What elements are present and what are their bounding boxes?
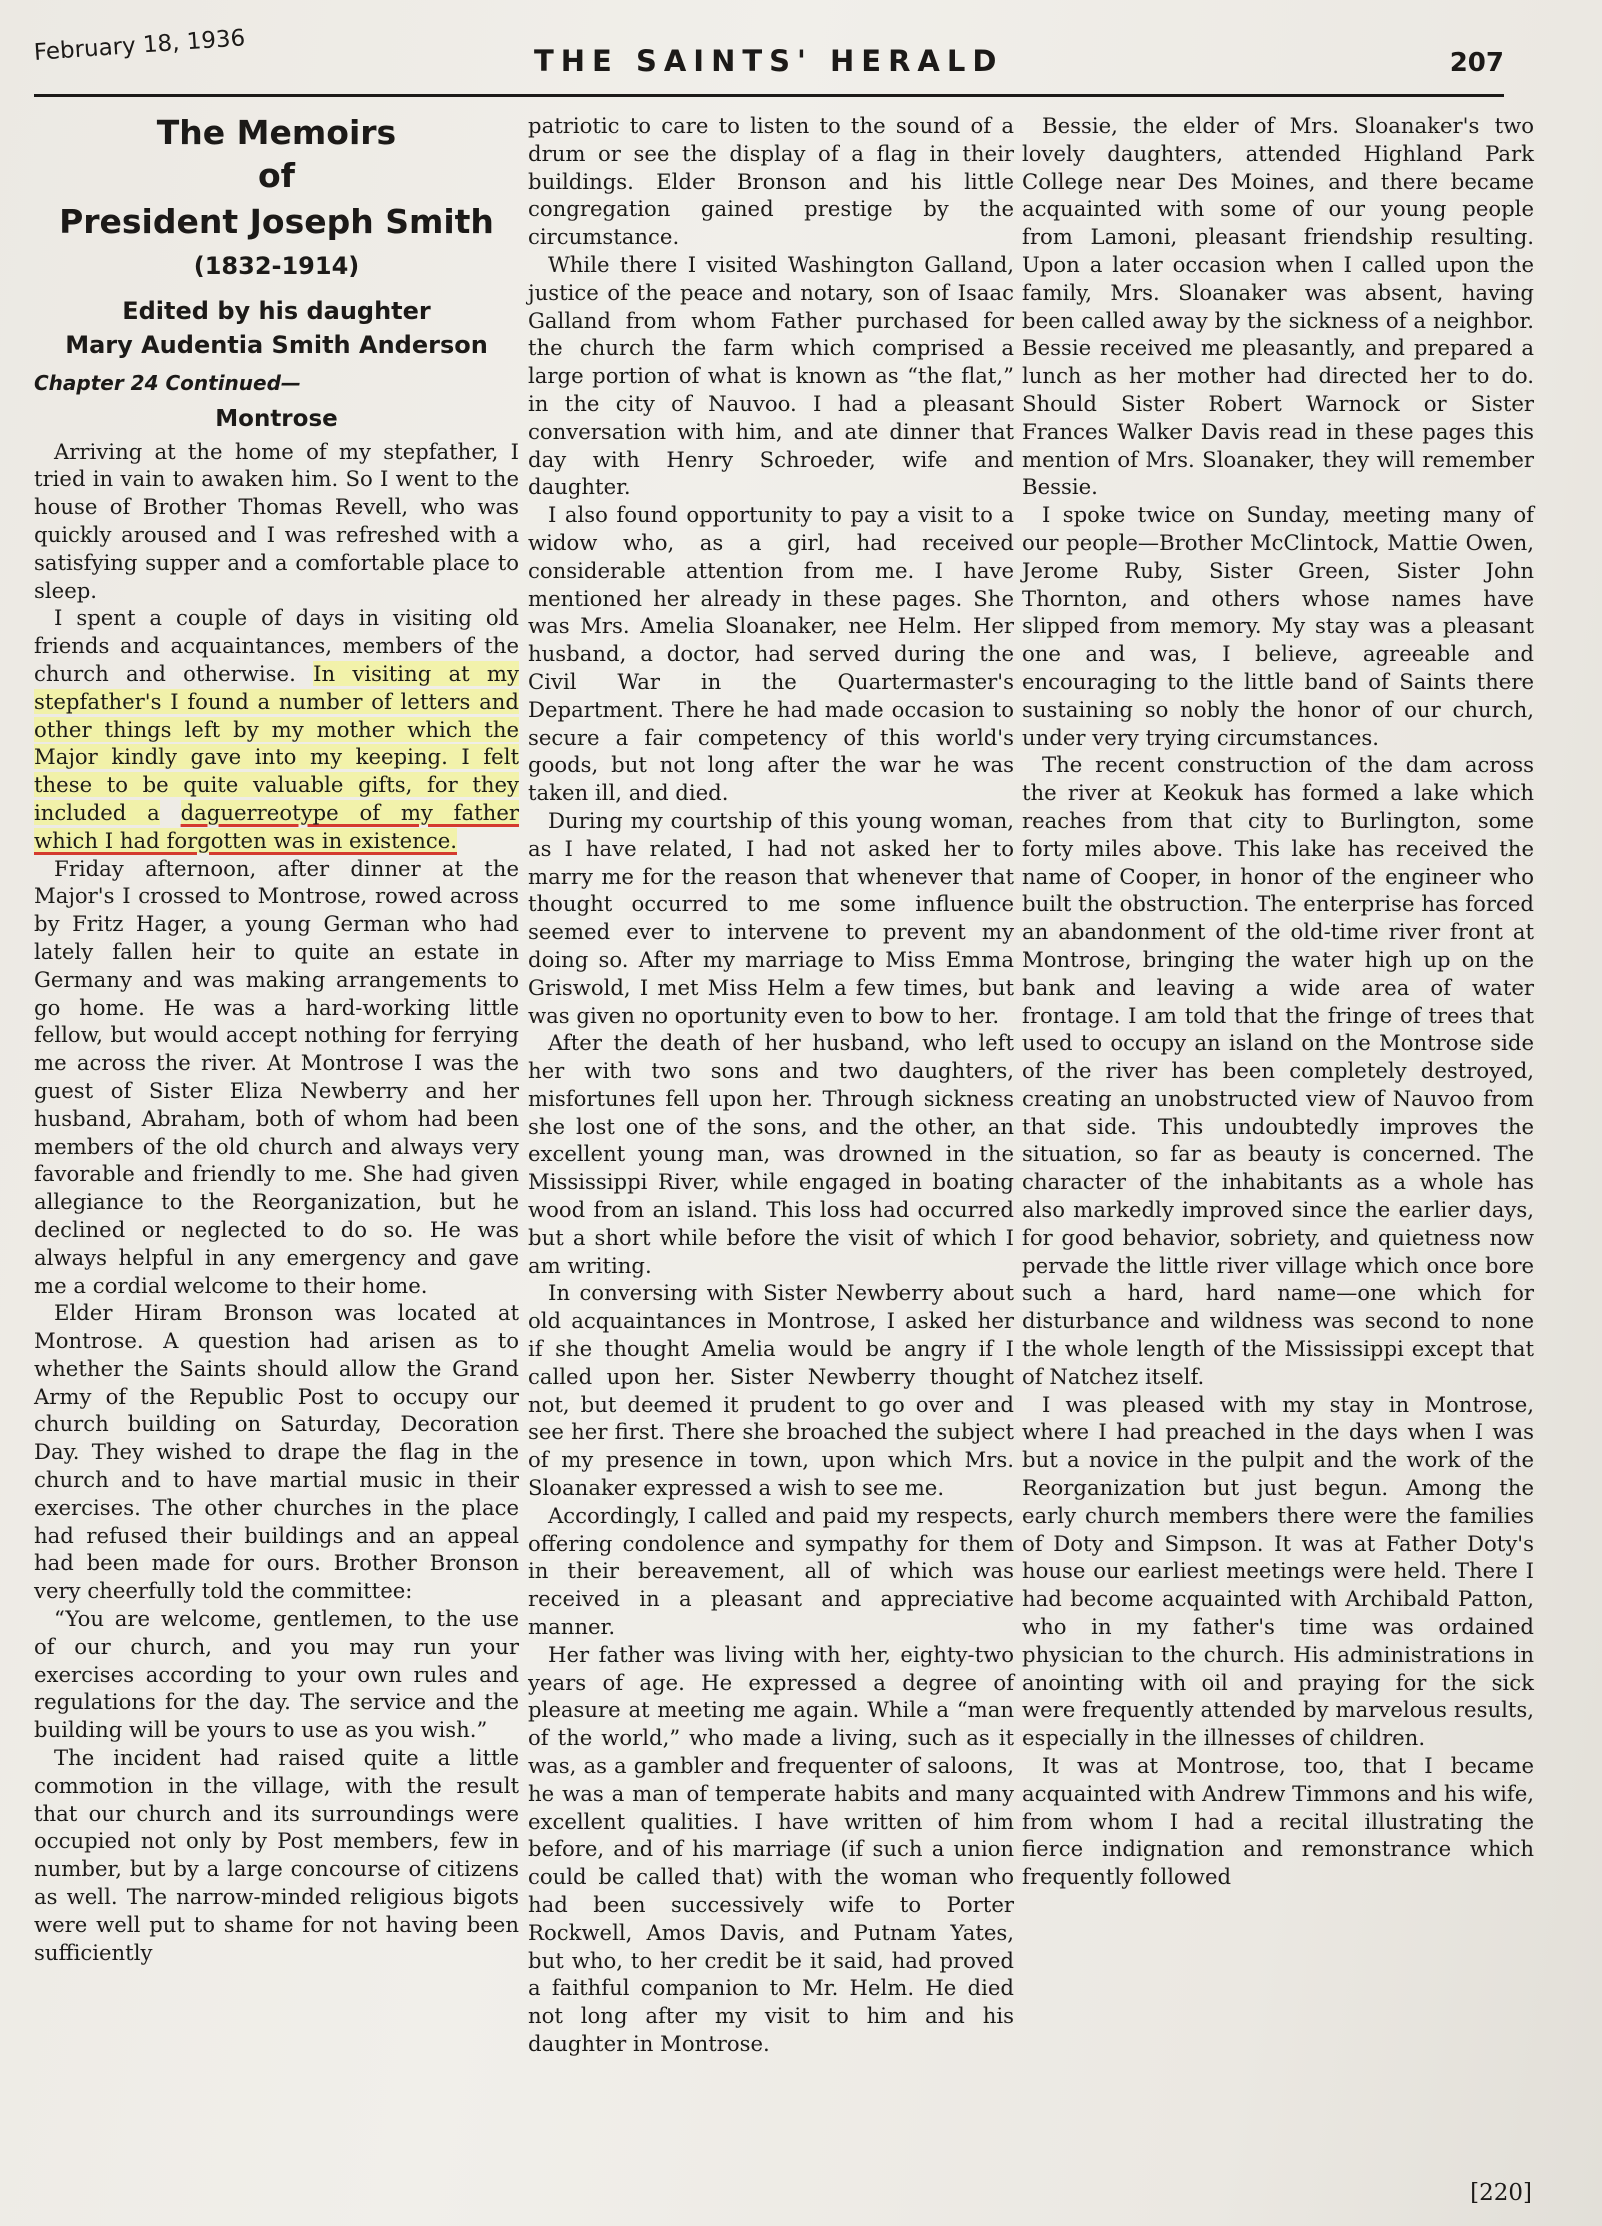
- page-number: 207: [1449, 48, 1504, 78]
- column-2: [528, 112, 1014, 2058]
- underlined-text: which I had forgotten was in existence.: [34, 827, 457, 853]
- highlighted-text: In visiting at my stepfather's I found a number of letters and other things left by my mother which the Major kindly gave into my keeping. I felt these to be quite valuable gifts, for they included a: [34, 660, 519, 825]
- paragraph: After the death of her husband, who left her with two sons and two daughters, misfortunes fell upon her. Through sickness she lost one of the sons, and the other, an excellent young man, was drowned in the Mississippi River, while engaged in boating wood from an island. This loss had occurred but a short while before the visit of which I am writing.: [528, 1030, 1014, 1278]
- paragraph: While there I visited Washington Galland, justice of the peace and notary, son of Isaac Galland from whom Father purchased for the church the farm which comprised a large portion of what is known as “the flat,” in the city of Nauvoo. I had a pleasant conversation with him, and ate dinner that day with Henry Schroeder, wife and daughter.: [528, 251, 1014, 500]
- paragraph: In conversing with Sister Newberry about old acquaintances in Montrose, I asked her if she thought Amelia would be angry if I called upon her. Sister Newberry thought not, but deemed it prudent to go over and see her first. There she broached the subject of my presence in town, upon which Mrs. Sloanaker expressed a wish to see me.: [528, 1280, 1014, 1501]
- paragraph: It was at Montrose, too, that I became acquainted with Andrew Timmons and his wife, from whom I had a recital illustrating the fierce indignation and remonstrance which frequently followed: [1022, 1753, 1534, 1890]
- paragraph: Elder Hiram Bronson was located at Montrose. A question had arisen as to whether the Saints should allow the Grand Army of the Republic Post to occupy our church building on Saturday, Decoration Day. They wished to drape the flag in the church and to have martial music in their exercises. The other churches in the place had refused their buildings and an appeal had been made for ours. Brother Bronson very cheerfully told the committee:: [34, 1300, 519, 1604]
- paragraph: Accordingly, I called and paid my respects, offering condolence and sympathy for them in their bereavement, all of which was received in a pleasant and appreciative manner.: [528, 1502, 1014, 1640]
- editor-line: Edited by his daughter: [122, 297, 431, 325]
- paragraph: “You are welcome, gentlemen, to the use of our church, and you may run your exercises according to your own rules and regulations for the day. The service and the building will be yours to use as you wish.”: [34, 1606, 519, 1743]
- underlined-text: daguerreotype of my father: [180, 799, 519, 825]
- issue-date: February 18, 1936: [33, 25, 247, 66]
- paragraph-text: I spent a couple of days in visiting old friends and acquaintances, members of the church and otherwise.: [34, 605, 519, 686]
- editor-name: Mary Audentia Smith Anderson: [65, 331, 488, 359]
- title-line: of: [257, 156, 296, 195]
- paragraph: Arriving at the home of my stepfather, I tried in vain to awaken him. So I went to the house of Brother Thomas Revell, who was quickly aroused and I was refreshed with a satisfying supper and a comfortable place to sleep.: [34, 438, 519, 603]
- paragraph: During my courtship of this young woman, as I have related, I had not asked her to marry me for the reason that whenever that thought occurred to me some influence seemed ever to intervene to prevent my doing so. After my marriage to Miss Emma Griswold, I met Miss Helm a few times, but was given no oportunity even to bow to her.: [528, 807, 1014, 1028]
- paragraph: I spoke twice on Sunday, meeting many of our people—Brother McClintock, Mattie Owen, Jerome Ruby, Sister Green, Sister John Thornton, and others whose names have slipped from memory. My stay was a pleasant one and was, I believe, agreeable and encouraging to the little band of Saints there sustaining so nobly the honor of our church, under very trying circumstances.: [1022, 502, 1534, 750]
- column-3: [1022, 112, 1534, 1891]
- title-years: (1832-1914): [193, 252, 360, 280]
- paragraph: I also found opportunity to pay a visit to a widow who, as a girl, had received considerable attention from me. I have mentioned her already in these pages. She was Mrs. Amelia Sloanaker, nee Helm. Her husband, a doctor, had served during the Civil War in the Quartermaster's Department. There he had made occasion to secure a fair competency of this world's goods, but not long after the war he was taken ill, and died.: [528, 502, 1014, 806]
- folio-number: [220]: [1470, 2180, 1532, 2206]
- paragraph: The incident had raised quite a little commotion in the village, with the result that our church and its surroundings were occupied not only by Post members, few in number, but by a large concourse of citizens as well. The narrow-minded religious bigots were well put to shame for not having been sufficiently: [34, 1745, 519, 1965]
- publication-title: THE SAINTS' HERALD: [534, 44, 1004, 78]
- paragraph: Friday afternoon, after dinner at the Major's I crossed to Montrose, rowed across by Fritz Hager, a young German who had lately fallen heir to quite an estate in Germany and was making arrangements to go home. He was a hard-working little fellow, but would accept nothing for ferrying me across the river. At Montrose I was the guest of Sister Eliza Newberry and her husband, Abraham, both of whom had been members of the old church and always very favorable and friendly to me. She had given allegiance to the Reorganization, but he declined or neglected to do so. He was always helpful in any emergency and gave me a cordial welcome to their home.: [34, 855, 519, 1298]
- section-heading: Montrose: [215, 405, 338, 432]
- paragraph: Her father was living with her, eighty-two years of age. He expressed a degree of pleasure at meeting me again. While a “man of the world,” who made a living, such as it was, as a gambler and frequenter of saloons, he was a man of temperate habits and many excellent qualities. I have written of him before, and of his marriage (if such a union could be called that) with the woman who had been successively wife to Porter Rockwell, Amos Davis, and Putnam Yates, but who, to her credit be it said, had proved a faithful companion to Mr. Helm. He died not long after my visit to him and his daughter in Montrose.: [528, 1641, 1014, 2056]
- paragraph: I was pleased with my stay in Montrose, where I had preached in the days when I was but a novice in the pulpit and the work of the Reorganization but just begun. Among the early church members there were the families of Doty and Simpson. It was at Father Doty's house our earliest meetings were held. There I had become acquainted with Archibald Patton, who in my father's time was ordained physician to the church. His administrations in anointing with oil and praying for the sick were frequently attended by marvelous results, especially in the illnesses of children.: [1022, 1391, 1534, 1751]
- paragraph-highlighted: [34, 604, 519, 854]
- title-line: President Joseph Smith: [59, 202, 494, 241]
- chapter-label: Chapter 24 Continued—: [34, 371, 301, 395]
- running-header: [33, 25, 1504, 97]
- paragraph: The recent construction of the dam across the river at Keokuk has formed a lake which reaches from that city to Burlington, some forty miles above. This lake has received the name of Cooper, in honor of the engineer who built the obstruction. The enterprise has forced an abandonment of the old-time river front at Montrose, bringing the water high up on the bank and leaving a wide area of water frontage. I am told that the fringe of trees that used to occupy an island on the Montrose side of the river has been completely destroyed, creating an unobstructed view of Nauvoo from that side. This undoubtedly improves the situation, so far as beauty is concerned. The character of the inhabitants as a whole has also markedly improved since the earlier days, for good behavior, sobriety, and quietness now pervade the little river village which once bore such a hard, hard name—one which for disturbance and wildness was second to none the whole length of the Mississippi except that of Natchez itself.: [1022, 752, 1534, 1389]
- paragraph: patriotic to care to listen to the sound of a drum or see the display of a flag in their buildings. Elder Bronson and his little congregation gained prestige by the circumstance.: [528, 113, 1014, 250]
- title-line: The Memoirs: [156, 113, 397, 152]
- article-title: [34, 112, 519, 362]
- column-1: [34, 112, 519, 1966]
- paragraph: Bessie, the elder of Mrs. Sloanaker's two lovely daughters, attended Highland Park College near Des Moines, and there became acquainted with some of our young people from Lamoni, pleasant friendship resulting. Upon a later occasion when I called upon the family, Mrs. Sloanaker was absent, having been called away by the sickness of a neighbor. Bessie received me pleasantly, and prepared a lunch as her mother had directed her to do. Should Sister Robert Warnock or Sister Frances Walker Davis read in these pages this mention of Mrs. Sloanaker, they will remember Bessie.: [1022, 113, 1534, 500]
